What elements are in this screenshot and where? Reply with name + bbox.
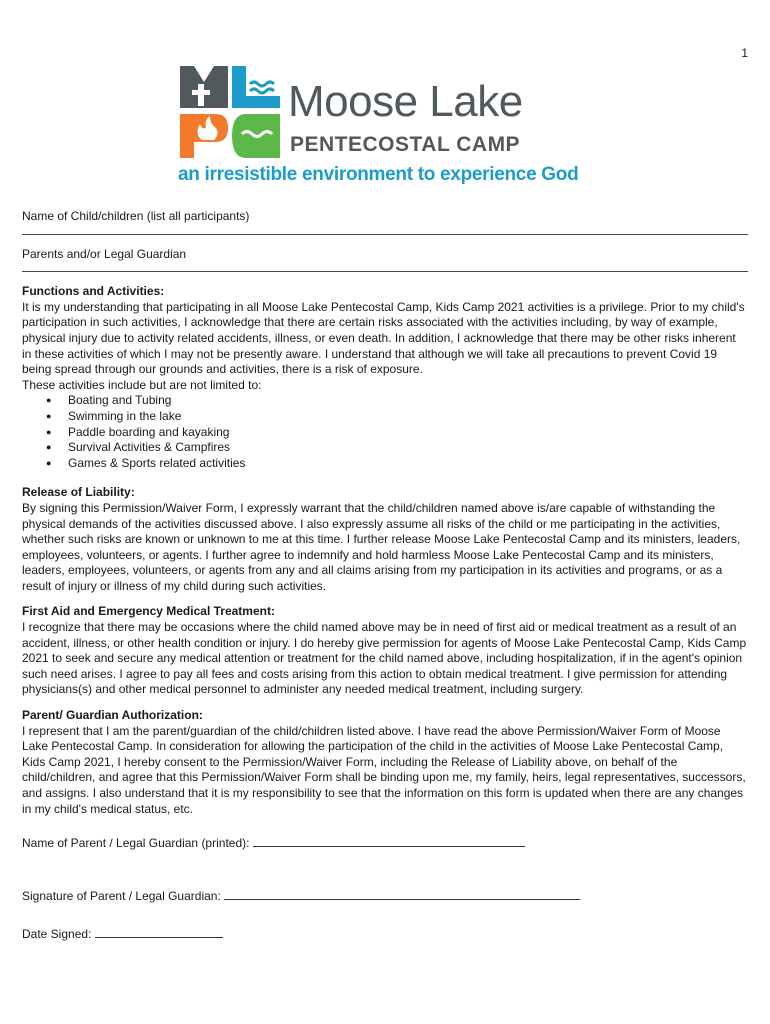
- children-name-field[interactable]: [22, 225, 748, 235]
- camp-logo: [178, 66, 598, 190]
- first-aid-section: [22, 604, 748, 698]
- date-row: [22, 926, 748, 943]
- page-number: 1: [741, 46, 748, 60]
- activities-list-intro: These activities include but are not limited to:: [22, 377, 262, 392]
- children-name-label: Name of Child/children (list all participants): [22, 209, 250, 223]
- camp-logo-icon: [180, 66, 280, 158]
- list-item: ● Paddle boarding and kayaking: [68, 425, 748, 441]
- printed-name-row: [22, 835, 748, 852]
- first-aid-heading: First Aid and Emergency Medical Treatment:: [22, 604, 275, 619]
- waiver-form: [22, 209, 748, 943]
- date-label: Date Signed:: [22, 927, 92, 942]
- printed-name-field[interactable]: [253, 835, 525, 847]
- logo-name-line2: PENTECOSTAL CAMP: [290, 133, 521, 156]
- list-item: ● Games & Sports related activities: [68, 456, 748, 472]
- release-section: [22, 485, 748, 594]
- release-body: By signing this Permission/Waiver Form, I expressly warrant that the child/children named above is/are capable of withstanding the physical demands of the activities discussed above. I also expressly assume all risks of the child or me participating in the activities, whether such risks are known or unknown to me at this time. I further release Moose Lake Pentecostal Camp and its ministers, leaders, employees, volunteers, or agents. I further agree to indemnify and hold harmless Moose Lake Pentecostal Camp and its ministers, leaders, employees, volunteers, or agents from any and all claims arising from my participation in its activities and programs, or as a result of injury or illness of my child during such activities.: [22, 500, 741, 593]
- logo-name-line1: Moose Lake: [288, 77, 523, 126]
- list-item: ● Swimming in the lake: [68, 409, 748, 425]
- activities-list: [22, 393, 748, 471]
- authorization-section: [22, 708, 748, 817]
- signature-label: Signature of Parent / Legal Guardian:: [22, 888, 221, 903]
- list-item: ● Boating and Tubing: [68, 393, 748, 409]
- printed-name-label: Name of Parent / Legal Guardian (printed):: [22, 836, 250, 851]
- date-field[interactable]: [95, 926, 223, 938]
- signature-row: [22, 888, 748, 905]
- authorization-body: I represent that I am the parent/guardian of the child/children listed above. I have read the above Permission/Waiver Form of Moose Lake Pentecostal Camp. In consideration for allowing the participation of the child in the activities of Moose Lake Pentecostal Camp, Kids Camp 2021, I hereby consent to the Permission/Waiver Form, including the Release of Liability above, on behalf of the child/children, and agree that this Permission/Waiver Form shall be binding upon me, my family, heirs, legal representatives, successors, and assigns. I also understand that it is my responsibility to see that the information on this form is updated when there are any changes in my child's medical status, etc.: [22, 723, 746, 816]
- guardian-name-label: Parents and/or Legal Guardian: [22, 246, 187, 261]
- guardian-name-field[interactable]: [22, 262, 748, 272]
- functions-body: It is my understanding that participating in all Moose Lake Pentecostal Camp, Kids Camp 2021 activities is a privilege. Prior to my child's participation in such activities, I acknowledge that there are certain risks associated with the activities including, by way of example, physical injury due to activity related accidents, illness, or even death. In addition, I acknowledge that there may be other risks inherent in these activities of which I may not be presently aware. I understand that although we will take all precautions to prevent Covid 19 being spread through our grounds and activities, there is a risk of exposure.: [22, 299, 745, 377]
- list-item: ● Survival Activities & Campfires: [68, 440, 748, 456]
- first-aid-body: I recognize that there may be occasions where the child named above may be in need of first aid or medical treatment as a result of an accident, illness, or other health condition or injury. I do hereby give permission for agents of Moose Lake Pentecostal Camp, Kids Camp 2021 to seek and secure any medical attention or treatment for the child named above, including hospitalization, if in the agent's opinion such need arises. I agree to pay all fees and costs arising from this action to obtain medical treatment. I give permission for attending physicians(s) and other medical personnel to administer any needed medical treatment, including surgery.: [22, 620, 747, 697]
- signature-field[interactable]: [224, 888, 580, 900]
- release-heading: Release of Liability:: [22, 485, 135, 500]
- functions-section: [22, 284, 748, 471]
- authorization-heading: Parent/ Guardian Authorization:: [22, 708, 203, 723]
- logo-tagline: an irresistible environment to experience God: [178, 164, 579, 185]
- functions-heading: Functions and Activities:: [22, 284, 165, 299]
